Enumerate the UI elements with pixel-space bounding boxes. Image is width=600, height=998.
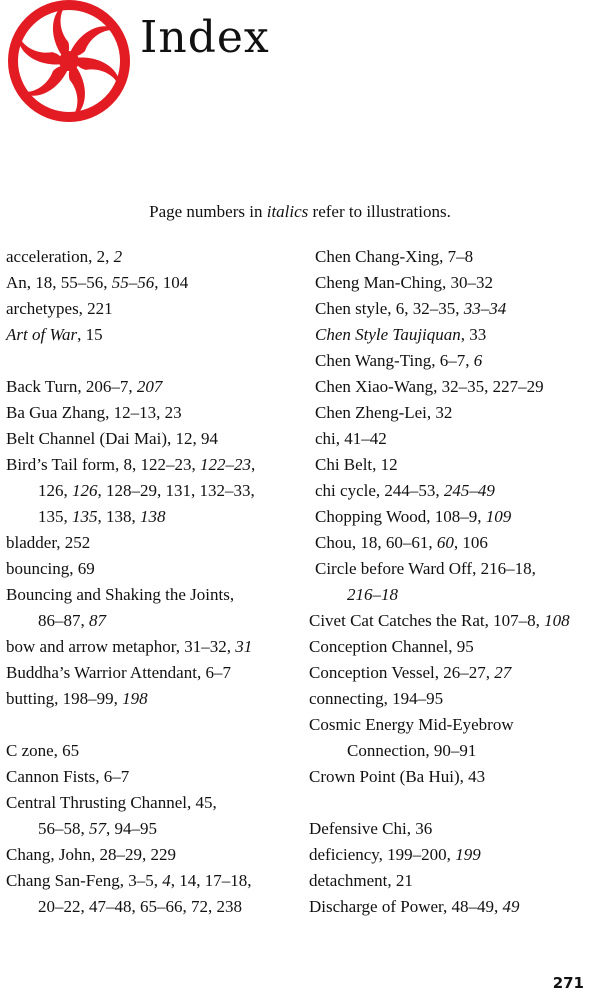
index-text: Chen Chang-Xing, 7–8	[315, 247, 474, 266]
index-text: Chopping Wood, 108–9,	[315, 507, 486, 526]
index-entry	[6, 556, 304, 582]
index-section-gap	[6, 348, 304, 374]
index-entry	[6, 842, 304, 868]
index-entry	[309, 868, 599, 894]
index-entry	[309, 660, 599, 686]
index-entry	[6, 426, 304, 452]
index-entry	[309, 452, 599, 478]
index-entry	[6, 738, 304, 764]
index-entry	[6, 582, 304, 608]
index-text: chi, 41–42	[315, 429, 387, 448]
index-entry	[309, 296, 599, 322]
index-text: Conception Vessel, 26–27,	[309, 663, 495, 682]
index-illustration-ref: 109	[485, 507, 512, 526]
index-entry	[6, 530, 304, 556]
index-illustration-ref: 6	[473, 351, 483, 370]
index-entry-continuation	[309, 738, 599, 764]
note-text-after: refer to illustrations.	[308, 202, 451, 221]
index-illustration-ref: 138	[140, 507, 166, 526]
index-entry	[6, 322, 304, 348]
index-illustration-ref: 198	[122, 689, 148, 708]
index-text: Civet Cat Catches the Rat, 107–8,	[309, 611, 545, 630]
index-text: acceleration, 2,	[6, 247, 114, 266]
index-text: archetypes, 221	[6, 299, 113, 318]
index-illustration-ref: 2	[113, 247, 123, 266]
index-entry-continuation	[6, 478, 304, 504]
index-entry	[309, 634, 599, 660]
index-text: Chen Zheng-Lei, 32	[315, 403, 453, 422]
index-text: Crown Point (Ba Hui), 43	[309, 767, 486, 786]
index-entry	[6, 634, 304, 660]
index-text: , 14, 17–18,	[170, 871, 252, 890]
index-illustration-ref: 87	[89, 611, 106, 630]
index-column-left	[6, 244, 304, 920]
index-text: , 106	[453, 533, 488, 552]
index-illustration-ref: 33–34	[463, 299, 507, 318]
index-entry	[6, 660, 304, 686]
index-illustration-ref: 57	[89, 819, 106, 838]
index-text: Chen style, 6, 32–35,	[315, 299, 464, 318]
index-text: Central Thrusting Channel, 45,	[6, 793, 217, 812]
index-entry	[309, 348, 599, 374]
index-entry-continuation	[6, 504, 304, 530]
index-text: 20–22, 47–48, 65–66, 72, 238	[38, 897, 242, 916]
index-entry-continuation	[6, 608, 304, 634]
swirl-logo-icon	[5, 0, 133, 122]
index-illustration-ref: 31	[235, 637, 253, 656]
index-text: , 33	[460, 325, 487, 344]
index-text: 56–58,	[38, 819, 89, 838]
index-text: , 128–29, 131, 132–33,	[97, 481, 255, 500]
index-text: , 94–95	[106, 819, 157, 838]
index-text: Chen Xiao-Wang, 32–35, 227–29	[315, 377, 544, 396]
index-section-gap	[6, 712, 304, 738]
index-text: detachment, 21	[309, 871, 413, 890]
index-text: Cheng Man-Ching, 30–32	[315, 273, 494, 292]
index-text: bladder, 252	[6, 533, 91, 552]
index-text: ,	[251, 455, 256, 474]
index-text: 135,	[38, 507, 72, 526]
index-illustration-ref: 199	[455, 845, 481, 864]
index-illustration-ref: Art of War	[6, 325, 78, 344]
index-text: Bouncing and Shaking the Joints,	[6, 585, 235, 604]
index-entry	[309, 400, 599, 426]
index-entry	[309, 816, 599, 842]
index-illustration-ref: 60	[436, 533, 454, 552]
index-text: Buddha’s Warrior Attendant, 6–7	[6, 663, 231, 682]
note-text-italic: italics	[266, 202, 309, 221]
index-illustration-ref: 245–49	[443, 481, 495, 500]
index-entry	[309, 374, 599, 400]
index-text: Cosmic Energy Mid-Eyebrow	[309, 715, 514, 734]
index-text: Back Turn, 206–7,	[6, 377, 137, 396]
index-text: Circle before Ward Off, 216–18,	[315, 559, 536, 578]
index-entry-continuation	[6, 894, 304, 920]
index-entry	[6, 868, 304, 894]
index-entry	[6, 270, 304, 296]
index-text: bouncing, 69	[6, 559, 95, 578]
index-entry	[309, 842, 599, 868]
index-entry	[6, 452, 304, 478]
index-entry	[6, 790, 304, 816]
index-text: Discharge of Power, 48–49,	[309, 897, 503, 916]
index-text: , 138,	[97, 507, 140, 526]
index-section-gap	[309, 790, 599, 816]
index-entry	[309, 478, 599, 504]
index-entry	[6, 686, 304, 712]
index-entry-continuation	[6, 816, 304, 842]
index-text: chi cycle, 244–53,	[315, 481, 444, 500]
note-text-before: Page numbers in	[149, 202, 267, 221]
index-illustration-ref: Chen Style Taujiquan	[315, 325, 461, 344]
index-illustration-ref: 135	[72, 507, 98, 526]
index-entry	[309, 556, 599, 582]
index-illustration-ref: 27	[494, 663, 512, 682]
index-entry	[6, 400, 304, 426]
index-entry	[309, 270, 599, 296]
index-text: connecting, 194–95	[309, 689, 444, 708]
index-note	[0, 202, 600, 222]
index-entry	[309, 322, 599, 348]
index-entry	[309, 608, 599, 634]
index-text: Chang San-Feng, 3–5,	[6, 871, 163, 890]
index-text: An, 18, 55–56,	[6, 273, 112, 292]
index-entry	[6, 244, 304, 270]
index-illustration-ref: 108	[544, 611, 570, 630]
index-text: Ba Gua Zhang, 12–13, 23	[6, 403, 182, 422]
index-entry	[6, 764, 304, 790]
index-text: bow and arrow metaphor, 31–32,	[6, 637, 236, 656]
index-entry	[309, 894, 599, 920]
index-illustration-ref: 55–56	[111, 273, 155, 292]
index-entry	[6, 374, 304, 400]
index-text: Defensive Chi, 36	[309, 819, 433, 838]
index-text: deficiency, 199–200,	[309, 845, 456, 864]
index-entry	[309, 504, 599, 530]
index-text: , 15	[77, 325, 103, 344]
index-text: Cannon Fists, 6–7	[6, 767, 130, 786]
index-text: Chen Wang-Ting, 6–7,	[315, 351, 474, 370]
index-text: Chang, John, 28–29, 229	[6, 845, 176, 864]
index-entry	[309, 530, 599, 556]
index-entry-continuation	[309, 582, 599, 608]
index-entry	[309, 712, 599, 738]
index-entry	[6, 296, 304, 322]
index-column-right	[309, 244, 599, 920]
index-text: butting, 198–99,	[6, 689, 123, 708]
index-illustration-ref: 216–18	[347, 585, 398, 604]
index-text: C zone, 65	[6, 741, 80, 760]
index-text: 86–87,	[38, 611, 89, 630]
index-entry	[309, 426, 599, 452]
page-title: Index	[140, 12, 270, 63]
index-entry	[309, 764, 599, 790]
index-entry	[309, 244, 599, 270]
index-text: 126,	[38, 481, 72, 500]
index-text: , 104	[154, 273, 189, 292]
index-text: Conception Channel, 95	[309, 637, 474, 656]
index-illustration-ref: 4	[162, 871, 171, 890]
index-illustration-ref: 122–23	[200, 455, 251, 474]
index-text: Chi Belt, 12	[315, 455, 398, 474]
index-text: Bird’s Tail form, 8, 122–23,	[6, 455, 200, 474]
index-illustration-ref: 126	[72, 481, 98, 500]
index-text: Connection, 90–91	[347, 741, 477, 760]
index-text: Chou, 18, 60–61,	[315, 533, 437, 552]
index-illustration-ref: 49	[502, 897, 520, 916]
index-illustration-ref: 207	[136, 377, 163, 396]
index-text: Belt Channel (Dai Mai), 12, 94	[6, 429, 218, 448]
page-number: 271	[552, 974, 584, 992]
index-entry	[309, 686, 599, 712]
